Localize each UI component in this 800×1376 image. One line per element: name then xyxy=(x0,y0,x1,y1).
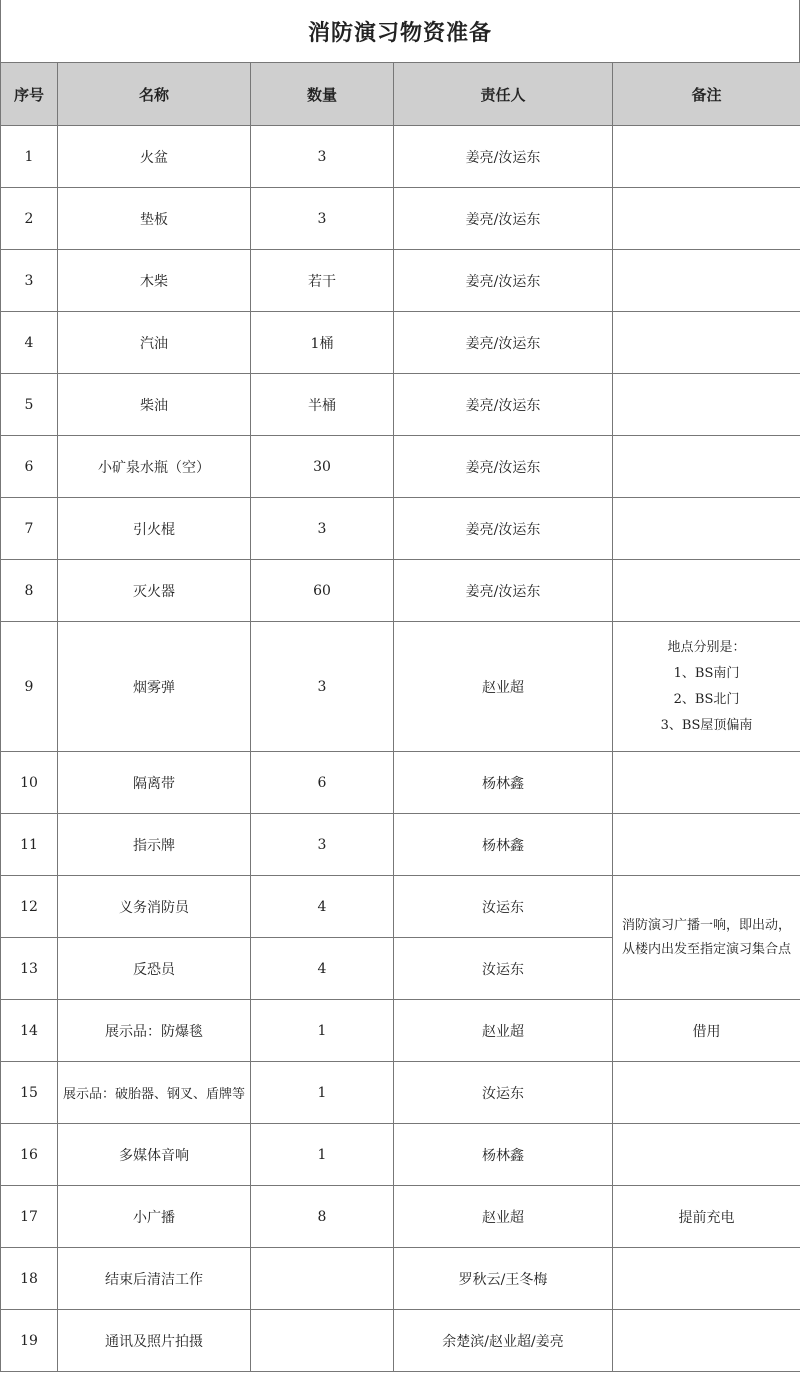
cell-no: 17 xyxy=(1,1186,58,1248)
sheet-title: 消防演习物资准备 xyxy=(0,0,800,62)
cell-remark xyxy=(613,1310,800,1372)
cell-remark xyxy=(613,752,800,814)
remark-line: 2、BS北门 xyxy=(673,691,740,707)
cell-no: 3 xyxy=(1,250,58,312)
cell-name: 展示品：防爆毯 xyxy=(58,1000,251,1062)
table-row xyxy=(1,560,800,622)
cell-no: 6 xyxy=(1,436,58,498)
cell-no: 14 xyxy=(1,1000,58,1062)
cell-remark xyxy=(613,814,800,876)
cell-name: 引火棍 xyxy=(58,498,251,560)
cell-name: 垫板 xyxy=(58,188,251,250)
cell-qty xyxy=(251,1310,394,1372)
table-row xyxy=(1,1248,800,1310)
cell-qty: 4 xyxy=(251,938,394,1000)
cell-qty: 30 xyxy=(251,436,394,498)
cell-no: 11 xyxy=(1,814,58,876)
cell-name: 小矿泉水瓶（空） xyxy=(58,436,251,498)
cell-remark xyxy=(613,1062,800,1124)
cell-name: 指示牌 xyxy=(58,814,251,876)
cell-no: 13 xyxy=(1,938,58,1000)
cell-owner: 杨林鑫 xyxy=(394,814,613,876)
cell-name: 柴油 xyxy=(58,374,251,436)
cell-name: 隔离带 xyxy=(58,752,251,814)
cell-owner: 姜亮/汝运东 xyxy=(394,312,613,374)
table-row xyxy=(1,814,800,876)
cell-owner: 姜亮/汝运东 xyxy=(394,250,613,312)
cell-owner: 姜亮/汝运东 xyxy=(394,126,613,188)
remark-line: 1、BS南门 xyxy=(673,665,740,681)
cell-remark xyxy=(613,188,800,250)
table-row xyxy=(1,1310,800,1372)
cell-qty: 3 xyxy=(251,188,394,250)
header-name: 名称 xyxy=(58,63,251,126)
cell-no: 5 xyxy=(1,374,58,436)
cell-name: 结束后清洁工作 xyxy=(58,1248,251,1310)
table-row xyxy=(1,622,800,752)
cell-no: 16 xyxy=(1,1124,58,1186)
cell-name: 木柴 xyxy=(58,250,251,312)
cell-name: 展示品：破胎器、钢叉、盾牌等 xyxy=(58,1062,251,1124)
table-row xyxy=(1,312,800,374)
table-row xyxy=(1,374,800,436)
cell-remark xyxy=(613,374,800,436)
cell-owner: 赵业超 xyxy=(394,622,613,752)
cell-owner: 赵业超 xyxy=(394,1186,613,1248)
cell-name: 火盆 xyxy=(58,126,251,188)
cell-remark: 提前充电 xyxy=(613,1186,800,1248)
cell-qty: 1 xyxy=(251,1124,394,1186)
cell-qty: 1桶 xyxy=(251,312,394,374)
cell-owner: 杨林鑫 xyxy=(394,1124,613,1186)
cell-remark xyxy=(613,560,800,622)
table-row xyxy=(1,436,800,498)
cell-no: 1 xyxy=(1,126,58,188)
cell-no: 12 xyxy=(1,876,58,938)
cell-remark: 借用 xyxy=(613,1000,800,1062)
cell-no: 2 xyxy=(1,188,58,250)
cell-qty: 8 xyxy=(251,1186,394,1248)
table-row xyxy=(1,1000,800,1062)
cell-remark-merged xyxy=(613,876,800,1000)
remark-line: 3、BS屋顶偏南 xyxy=(660,717,753,733)
table-row xyxy=(1,752,800,814)
cell-owner: 姜亮/汝运东 xyxy=(394,374,613,436)
cell-no: 18 xyxy=(1,1248,58,1310)
cell-owner: 罗秋云/王冬梅 xyxy=(394,1248,613,1310)
cell-no: 15 xyxy=(1,1062,58,1124)
cell-qty xyxy=(251,1248,394,1310)
header-row xyxy=(1,63,800,126)
table-row xyxy=(1,1124,800,1186)
cell-name: 多媒体音响 xyxy=(58,1124,251,1186)
cell-name: 灭火器 xyxy=(58,560,251,622)
table-row xyxy=(1,188,800,250)
cell-qty: 60 xyxy=(251,560,394,622)
cell-remark xyxy=(613,126,800,188)
header-no: 序号 xyxy=(1,63,58,126)
cell-qty: 1 xyxy=(251,1062,394,1124)
header-qty: 数量 xyxy=(251,63,394,126)
cell-qty: 1 xyxy=(251,1000,394,1062)
table-row xyxy=(1,1062,800,1124)
cell-remark xyxy=(613,1248,800,1310)
cell-qty: 3 xyxy=(251,498,394,560)
cell-qty: 6 xyxy=(251,752,394,814)
cell-remark xyxy=(613,312,800,374)
cell-owner: 汝运东 xyxy=(394,938,613,1000)
cell-qty: 3 xyxy=(251,622,394,752)
cell-remark xyxy=(613,622,800,752)
cell-name: 反恐员 xyxy=(58,938,251,1000)
cell-qty: 若干 xyxy=(251,250,394,312)
cell-name: 汽油 xyxy=(58,312,251,374)
cell-owner: 姜亮/汝运东 xyxy=(394,188,613,250)
remark-line: 消防演习广播一响，即出动， xyxy=(621,917,791,933)
cell-name: 通讯及照片拍摄 xyxy=(58,1310,251,1372)
cell-name: 义务消防员 xyxy=(58,876,251,938)
cell-name: 小广播 xyxy=(58,1186,251,1248)
cell-remark xyxy=(613,498,800,560)
table-row xyxy=(1,1186,800,1248)
remark-line: 地点分别是： xyxy=(667,639,746,655)
table-row xyxy=(1,126,800,188)
cell-remark xyxy=(613,250,800,312)
cell-no: 19 xyxy=(1,1310,58,1372)
materials-table xyxy=(0,62,800,1372)
table-row xyxy=(1,498,800,560)
table-row xyxy=(1,250,800,312)
cell-remark xyxy=(613,436,800,498)
cell-no: 9 xyxy=(1,622,58,752)
remark-line: 从楼内出发至指定演习集合点 xyxy=(621,941,791,957)
cell-no: 8 xyxy=(1,560,58,622)
cell-owner: 姜亮/汝运东 xyxy=(394,560,613,622)
cell-qty: 4 xyxy=(251,876,394,938)
cell-owner: 余楚滨/赵业超/姜亮 xyxy=(394,1310,613,1372)
cell-qty: 3 xyxy=(251,126,394,188)
cell-owner: 姜亮/汝运东 xyxy=(394,436,613,498)
header-owner: 责任人 xyxy=(394,63,613,126)
table-row xyxy=(1,876,800,938)
cell-no: 10 xyxy=(1,752,58,814)
cell-name: 烟雾弹 xyxy=(58,622,251,752)
cell-no: 7 xyxy=(1,498,58,560)
cell-qty: 3 xyxy=(251,814,394,876)
cell-owner: 汝运东 xyxy=(394,1062,613,1124)
cell-qty: 半桶 xyxy=(251,374,394,436)
cell-owner: 杨林鑫 xyxy=(394,752,613,814)
cell-owner: 汝运东 xyxy=(394,876,613,938)
cell-no: 4 xyxy=(1,312,58,374)
cell-owner: 姜亮/汝运东 xyxy=(394,498,613,560)
header-remark: 备注 xyxy=(613,63,800,126)
cell-remark xyxy=(613,1124,800,1186)
cell-owner: 赵业超 xyxy=(394,1000,613,1062)
